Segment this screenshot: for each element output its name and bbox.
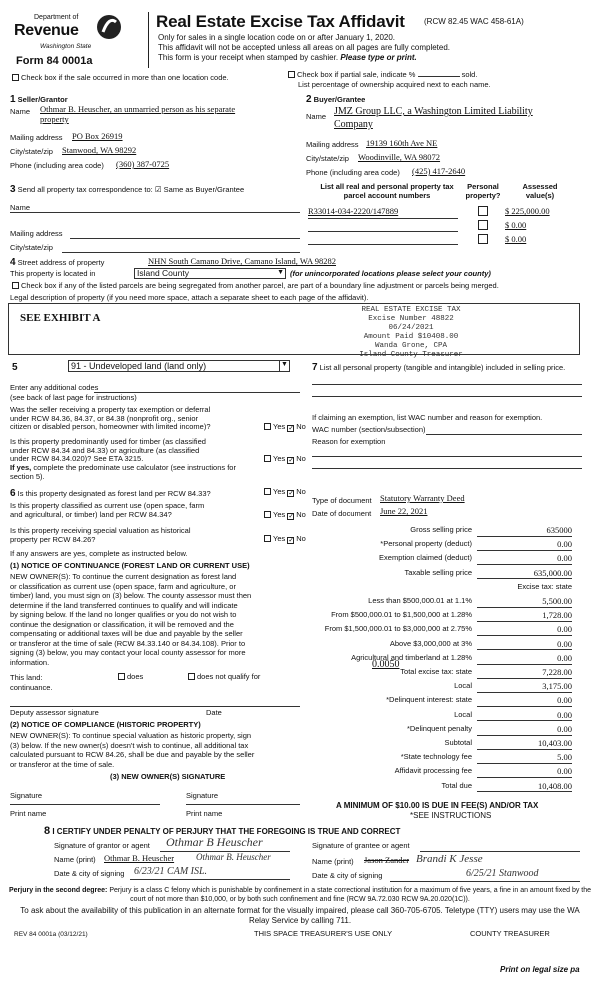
if-any-yes: If any answers are yes, complete as instructed below. bbox=[10, 549, 188, 558]
county-select[interactable]: Island County ▼ bbox=[134, 268, 286, 279]
grantor-date-line[interactable] bbox=[130, 879, 290, 880]
does-not-checkbox[interactable] bbox=[188, 673, 195, 680]
continuance-label: continuance. bbox=[10, 683, 53, 692]
forest-question: 6 Is this property designated as forest land per RCW 84.33? bbox=[10, 488, 211, 499]
exemption-yes-no[interactable]: Yes ✓ No bbox=[262, 423, 306, 432]
reason-label: Reason for exemption bbox=[312, 437, 386, 446]
sec3-addr-label: Mailing address bbox=[10, 229, 63, 238]
tax-row-label: Local bbox=[454, 709, 472, 719]
tax-row-value[interactable]: 0.00 bbox=[477, 711, 572, 722]
personal-checkbox-2[interactable] bbox=[478, 220, 488, 230]
seller-city[interactable]: Stanwood, WA 98292 bbox=[62, 145, 137, 155]
seller-address[interactable]: PO Box 26919 bbox=[72, 131, 123, 141]
personal-prop-line-1[interactable] bbox=[312, 384, 582, 385]
same-as-buyer-checkbox[interactable]: ☑ bbox=[154, 185, 162, 194]
tax-row-label: Above $3,000,000 at 3% bbox=[389, 638, 472, 648]
doc-type[interactable]: Statutory Warranty Deed bbox=[380, 493, 465, 503]
form-number: Form 84 0001a bbox=[16, 55, 93, 67]
new-owner-sig-title: (3) NEW OWNER(S) SIGNATURE bbox=[110, 772, 226, 781]
tax-row-value[interactable]: 0.00 bbox=[477, 654, 572, 665]
tax-row-label: *Personal property (deduct) bbox=[380, 539, 472, 549]
tax-row bbox=[318, 625, 572, 637]
tax-row bbox=[318, 782, 572, 794]
current-use-question: Is this property classified as current use (open space, farm and agricultural, or timber) land per RCW 84.34? bbox=[10, 501, 205, 519]
see-exhibit: SEE EXHIBIT A bbox=[20, 312, 101, 324]
buyer-addr-label: Mailing address bbox=[306, 140, 359, 149]
grantee-date-label: Date & city of signing bbox=[312, 871, 383, 880]
tax-row-label: Total due bbox=[441, 780, 472, 790]
alt-format-notice: To ask about the availability of this publication in an alternate format for the visually impaired, please call 360-705-6705. Teletype (TTY) users may use the WA Relay Service by calling 711. bbox=[20, 906, 580, 925]
buyer-phone-label: Phone (including area code) bbox=[306, 168, 400, 177]
tax-row-value[interactable]: 10,403.00 bbox=[477, 739, 572, 750]
sec3-name-label: Name bbox=[10, 203, 31, 212]
personal-header: Personal property? bbox=[465, 182, 501, 200]
does-qualify-check[interactable]: does bbox=[116, 673, 143, 682]
tax-row-value[interactable]: 0.00 bbox=[477, 554, 572, 565]
seller-phone-label: Phone (including area code) bbox=[10, 161, 104, 170]
new-owner-print-label-1: Print name bbox=[10, 809, 47, 818]
personal-prop-line-2[interactable] bbox=[312, 396, 582, 397]
grantor-date-label: Date & city of signing bbox=[54, 869, 125, 878]
seller-name-label: Name bbox=[10, 107, 31, 116]
tax-row-value[interactable]: 0.00 bbox=[477, 767, 572, 778]
grantee-date-line[interactable] bbox=[390, 881, 580, 882]
tax-row-value[interactable]: 0.00 bbox=[477, 640, 572, 651]
tax-row-value[interactable]: 5,500.00 bbox=[477, 597, 572, 608]
tax-row-label: Total excise tax: state bbox=[400, 667, 472, 676]
property-address[interactable]: NHN South Camano Drive, Camano Island, WA 98282 bbox=[148, 256, 337, 266]
grantee-name[interactable]: Jason Zander bbox=[364, 855, 410, 865]
tax-row-label: Excise tax: state bbox=[517, 581, 572, 591]
parcel-line-1 bbox=[308, 218, 458, 219]
sec3-city-line[interactable] bbox=[62, 252, 300, 253]
seller-addr-label: Mailing address bbox=[10, 133, 63, 142]
tax-row bbox=[318, 739, 572, 751]
assessed-value-3[interactable]: $ 0.00 bbox=[505, 234, 527, 244]
does-checkbox[interactable] bbox=[118, 673, 125, 680]
notice-continuance-title: (1) NOTICE OF CONTINUANCE (FOREST LAND OR CURRENT USE) bbox=[10, 561, 250, 570]
current-use-no-box[interactable]: ✓ bbox=[288, 513, 295, 520]
timber-yes-no[interactable]: Yes ✓ No bbox=[262, 455, 306, 464]
assessed-value-1[interactable]: $ 225,000.00 bbox=[505, 206, 550, 216]
tax-row-label: Taxable selling price bbox=[404, 567, 472, 577]
tax-row-value[interactable]: 0.00 bbox=[477, 696, 572, 707]
grantor-date[interactable]: 6/23/21 CAM ISL. bbox=[134, 866, 208, 877]
tax-row bbox=[318, 540, 572, 552]
rcw-ref: (RCW 82.45 WAC 458-61A) bbox=[424, 17, 524, 26]
section-5-num: 5 bbox=[12, 362, 18, 373]
assessed-header: Assessed value(s) bbox=[522, 182, 558, 200]
reason-line-1[interactable] bbox=[312, 456, 582, 457]
new-owner-print-label-2: Print name bbox=[186, 809, 223, 818]
tax-row-value[interactable]: 0.00 bbox=[477, 725, 572, 736]
tax-row bbox=[318, 753, 572, 765]
forest-yes-box[interactable] bbox=[264, 488, 271, 495]
buyer-city[interactable]: Woodinville, WA 98072 bbox=[358, 152, 441, 162]
exemption-claim-label: If claiming an exemption, list WAC number and reason for exemption. bbox=[312, 413, 543, 422]
wac-label: WAC number (section/subsection) bbox=[312, 425, 426, 434]
tax-row bbox=[318, 640, 572, 652]
notice-compliance-text: NEW OWNER(S): To continue special valuation as historic property, sign (3) below. If the new owner(s) doesn't wish to continue, all additional tax calculated pursuant to RCW 84.26, shall be due and payable by the seller or transferor at the time of sale. bbox=[10, 731, 255, 769]
timber-question: Is this property predominantly used for timber (as classified under RCW 84.34 and 84.33) or agriculture (as classified under RCW 84.34.020)? See ETA 3215. If yes, complete the predominate use calculator (see instructions for section 5). bbox=[10, 437, 236, 481]
tax-row bbox=[318, 654, 572, 666]
tax-row bbox=[318, 569, 572, 581]
this-land-label: This land: bbox=[10, 673, 43, 682]
location-label: This property is located in bbox=[10, 269, 96, 278]
tax-row-label: Subtotal bbox=[444, 738, 472, 747]
section-7-label: 7 List all personal property (tangible and intangible) included in selling price. bbox=[312, 362, 566, 373]
buyer-address[interactable]: 19139 160th Ave NE bbox=[366, 138, 438, 148]
segregation-checkbox[interactable] bbox=[12, 282, 19, 289]
tax-row-label: Gross selling price bbox=[410, 525, 472, 534]
multi-location-checkbox[interactable] bbox=[12, 74, 19, 81]
personal-checkbox-3[interactable] bbox=[478, 234, 488, 244]
notice-continuance-text: NEW OWNER(S): To continue the current designation as forest land or classification as current use (open space, farm and agriculture, or timber) land, you must sign on (3) below. The county assessor must then determine if the land transferred continues to qualify and will indicate by signing below. If the land no longer qualifies or you do not wish to continue the designation or classification, it will be removed and the compensating or additional taxes will be due and payable by the seller or transferor at the time of sale (RCW 84.33.140 or 84.34.108). Prior to signing (3) below, you may contact your local county assessor for more information. bbox=[10, 572, 252, 667]
tax-row-value[interactable]: 0.00 bbox=[477, 625, 572, 636]
new-owner-sig-line-2[interactable] bbox=[186, 804, 300, 805]
tax-row-label: Local bbox=[454, 681, 472, 691]
historic-yes-no[interactable]: Yes ✓ No bbox=[262, 535, 306, 544]
chevron-down-icon[interactable]: ▼ bbox=[279, 361, 289, 371]
grantee-sig-line[interactable] bbox=[420, 851, 580, 852]
doc-type-label: Type of document bbox=[312, 496, 372, 505]
tax-row-value[interactable]: 7,228.00 bbox=[477, 668, 572, 679]
tax-row bbox=[318, 725, 572, 737]
timber-no-box[interactable]: ✓ bbox=[288, 457, 295, 464]
new-owner-sig-label-2: Signature bbox=[186, 791, 219, 800]
parcel-number[interactable]: R33014-034-2220/147889 bbox=[308, 206, 399, 216]
exemption-no-box[interactable]: ✓ bbox=[288, 425, 295, 432]
notice-2: This affidavit will not be accepted unless all areas on all pages are fully completed. bbox=[158, 43, 451, 52]
tax-row bbox=[318, 526, 572, 538]
treasurer-stamp: REAL ESTATE EXCISE TAX Excise Number 48822 06/24/2021 Amount Paid $10408.00 Wanda Grone, CPA Island County Treasurer bbox=[359, 306, 463, 359]
reason-line-2[interactable] bbox=[312, 468, 582, 469]
location-note: (for unincorporated locations please select your county) bbox=[290, 269, 491, 278]
tax-row-label: *Delinquent penalty bbox=[406, 723, 472, 733]
tax-row-value[interactable]: 3,175.00 bbox=[477, 682, 572, 693]
grantor-name-label: Name (print) bbox=[54, 855, 96, 864]
buyer-phone[interactable]: (425) 417-2640 bbox=[412, 166, 466, 176]
does-not-qualify-check[interactable]: does not qualify for bbox=[186, 673, 260, 682]
grantor-sig-label: Signature of grantor or agent bbox=[54, 841, 150, 850]
tax-row bbox=[318, 711, 572, 723]
back-instructions: (see back of last page for instructions) bbox=[10, 393, 137, 402]
tax-row bbox=[318, 696, 572, 708]
tax-row-value[interactable]: 5.00 bbox=[477, 753, 572, 764]
grantor-name-handwritten: Othmar B. Heuscher bbox=[196, 852, 271, 862]
tax-row-label: Agricultural and timberland at 1.28% bbox=[351, 652, 472, 662]
county-treasurer-label: COUNTY TREASURER bbox=[470, 929, 550, 938]
section-1-title: 1 Seller/Grantor bbox=[10, 94, 68, 105]
exemption-question: Was the seller receiving a property tax exemption or deferral under RCW 84.36, 84.37, or 84.38 (nonprofit org., senior citizen or disabled person, homeowner with limited income)? bbox=[10, 405, 211, 432]
street-address-label: 4 Street address of property bbox=[10, 257, 105, 268]
tax-row-label: From $500,000.01 to $1,500,000 at 1.28% bbox=[331, 610, 472, 620]
assessed-value-2[interactable]: $ 0.00 bbox=[505, 220, 527, 230]
tax-row bbox=[318, 767, 572, 779]
current-use-yes-box[interactable] bbox=[264, 511, 271, 518]
chevron-down-icon[interactable]: ▼ bbox=[277, 269, 284, 276]
tax-row-value[interactable]: 1,728.00 bbox=[477, 611, 572, 622]
tax-row bbox=[318, 611, 572, 623]
historic-question: Is this property receiving special valuation as historical property per RCW 84.26? bbox=[10, 526, 191, 544]
grantee-date[interactable]: 6/25/21 Stanwood bbox=[466, 868, 539, 879]
buyer-name-label: Name bbox=[306, 112, 327, 121]
revenue-logo-icon bbox=[96, 12, 122, 42]
partial-sale-check[interactable]: Check box if partial sale, indicate % sold. bbox=[286, 71, 477, 80]
tax-row-value[interactable]: 635,000.00 bbox=[477, 569, 572, 580]
tax-row-value[interactable]: 635000 bbox=[477, 526, 572, 537]
notice-1: Only for sales in a single location code on or after January 1, 2020. bbox=[158, 33, 396, 42]
tax-row-label: From $1,500,000.01 to $3,000,000 at 2.75% bbox=[324, 624, 472, 634]
personal-checkbox-1[interactable] bbox=[478, 206, 488, 216]
exemption-yes-box[interactable] bbox=[264, 423, 271, 430]
notice-3: This form is your receipt when stamped by cashier. Please type or print. bbox=[158, 53, 417, 62]
tax-row-label: Exemption claimed (deduct) bbox=[379, 553, 472, 563]
forest-yes-no[interactable]: Yes ✓ No bbox=[262, 488, 306, 497]
historic-yes-box[interactable] bbox=[264, 535, 271, 542]
parcel-header: List all real and personal property tax parcel account numbers bbox=[320, 182, 454, 200]
section-3-label: 3 Send all property tax correspondence to: ☑ Same as Buyer/Grantee bbox=[10, 184, 245, 195]
historic-no-box[interactable]: ✓ bbox=[288, 537, 295, 544]
partial-sale-checkbox[interactable] bbox=[288, 71, 295, 78]
tax-row bbox=[318, 682, 572, 694]
deputy-sig-line[interactable] bbox=[10, 706, 300, 707]
tax-row bbox=[318, 554, 572, 566]
segregation-check[interactable]: Check box if any of the listed parcels are being segregated from another parcel, are part of a boundary line adjustment or parcels being merged. bbox=[10, 282, 499, 291]
sec3-addr-line[interactable] bbox=[70, 238, 300, 239]
tax-row-value[interactable]: 10,408.00 bbox=[477, 782, 572, 793]
tax-row bbox=[318, 583, 572, 595]
certify-text: 8 I CERTIFY UNDER PENALTY OF PERJURY THAT THE FOREGOING IS TRUE AND CORRECT bbox=[44, 825, 401, 837]
local-rate[interactable]: 0.0050 bbox=[372, 659, 400, 670]
perjury-notice: Perjury in the second degree: Perjury is a class C felony which is punishable by confinement in a state correctional institution for a maximum of five years, a fine in an amount fixed by the court of not more than $10,000, or by both such confinement and fine (RCW 9A.72.030 RCW 9A.20.020(1C)). bbox=[8, 887, 592, 903]
grantee-name-label: Name (print) bbox=[312, 857, 354, 866]
parcel-line-2 bbox=[308, 231, 458, 232]
legal-desc-label: Legal description of property (if you need more space, attach a separate sheet to each page of the affidavit). bbox=[10, 293, 369, 302]
grantor-name[interactable]: Othmar B. Heuscher bbox=[104, 853, 175, 863]
buyer-name-line2[interactable]: Company bbox=[334, 119, 373, 130]
seller-name[interactable]: Othmar B. Heuscher, an unmarried person as his separate bbox=[40, 104, 236, 114]
seller-phone[interactable]: (360) 387-0725 bbox=[116, 159, 170, 169]
partial-note: List percentage of ownership acquired next to each name. bbox=[298, 80, 491, 89]
notice-compliance-title: (2) NOTICE OF COMPLIANCE (HISTORIC PROPERTY) bbox=[10, 720, 201, 729]
grantor-signature[interactable]: Othmar B Heuscher bbox=[166, 835, 263, 849]
seller-city-label: City/state/zip bbox=[10, 147, 53, 156]
seller-name-line2[interactable]: property bbox=[40, 114, 69, 124]
doc-date-label: Date of document bbox=[312, 509, 372, 518]
tax-row-label: Less than $500,000.01 at 1.1% bbox=[368, 596, 472, 605]
buyer-name[interactable]: JMZ Group LLC, a Washington Limited Liability bbox=[334, 106, 533, 117]
buyer-city-label: City/state/zip bbox=[306, 154, 349, 163]
sec3-name-line[interactable] bbox=[10, 212, 300, 213]
new-owner-sig-line-1[interactable] bbox=[10, 804, 160, 805]
wac-line[interactable] bbox=[426, 434, 582, 435]
dept-of-text: Department of bbox=[34, 14, 79, 21]
legal-size-note: Print on legal size pa bbox=[500, 965, 580, 974]
sec3-city-label: City/state/zip bbox=[10, 243, 53, 252]
land-use-select[interactable]: 91 - Undeveloped land (land only) ▼ bbox=[68, 360, 290, 372]
doc-date[interactable]: June 22, 2021 bbox=[380, 506, 428, 516]
section-2-title: 2 Buyer/Grantee bbox=[306, 94, 366, 105]
revision-number: REV 84 0001a (03/12/21) bbox=[14, 931, 88, 938]
current-use-yes-no[interactable]: Yes ✓ No bbox=[262, 511, 306, 520]
revenue-text: Revenue bbox=[14, 22, 79, 39]
forest-no-box[interactable]: ✓ bbox=[288, 490, 295, 497]
deputy-sig-label: Deputy assessor signature bbox=[10, 708, 99, 717]
tax-row-label: *State technology fee bbox=[400, 752, 472, 762]
tax-row bbox=[318, 597, 572, 609]
tax-row bbox=[318, 668, 572, 680]
see-instructions: *SEE INSTRUCTIONS bbox=[410, 811, 492, 820]
legal-description-box[interactable] bbox=[8, 303, 580, 355]
multi-location-check[interactable]: Check box if the sale occurred in more than one location code. bbox=[10, 74, 229, 83]
tax-row-label: Affidavit processing fee bbox=[394, 766, 472, 776]
state-text: Washington State bbox=[40, 43, 92, 50]
grantee-signature[interactable]: Brandi K Jesse bbox=[416, 853, 483, 865]
additional-codes-label: Enter any additional codes bbox=[10, 383, 99, 392]
treasurer-use-only: THIS SPACE TREASURER'S USE ONLY bbox=[254, 929, 393, 938]
timber-yes-box[interactable] bbox=[264, 455, 271, 462]
parcel-line-3 bbox=[308, 244, 458, 245]
new-owner-sig-label-1: Signature bbox=[10, 791, 43, 800]
header-divider bbox=[148, 12, 149, 68]
form-title: Real Estate Excise Tax Affidavit bbox=[156, 12, 405, 31]
grantee-sig-label: Signature of grantee or agent bbox=[312, 841, 410, 850]
tax-row-label: *Delinquent interest: state bbox=[386, 695, 472, 705]
minimum-notice: A MINIMUM OF $10.00 IS DUE IN FEE(S) AND/OR TAX bbox=[336, 801, 539, 810]
deputy-date-label: Date bbox=[206, 708, 222, 717]
tax-row-value[interactable]: 0.00 bbox=[477, 540, 572, 551]
